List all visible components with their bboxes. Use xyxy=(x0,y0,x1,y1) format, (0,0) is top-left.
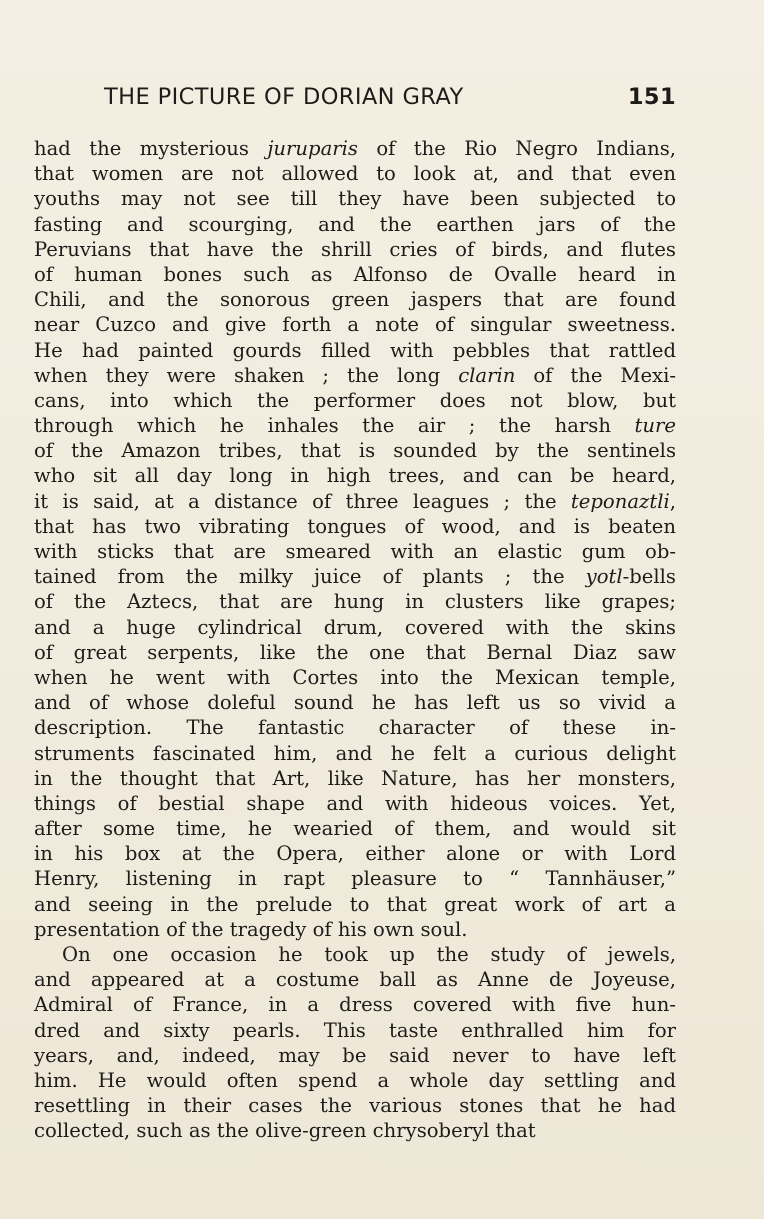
text-line xyxy=(34,312,676,337)
text-line xyxy=(34,1043,676,1068)
text-line xyxy=(34,841,676,866)
text-run: -bells xyxy=(622,565,676,589)
text-run: cans, into which the performer does not blow, but xyxy=(34,388,676,412)
text-line xyxy=(34,363,676,388)
text-line xyxy=(34,212,676,237)
text-run: Admiral of France, in a dress covered with five hun- xyxy=(34,993,676,1017)
text-line xyxy=(34,892,676,917)
text-line xyxy=(34,438,676,463)
text-run: of the Rio Negro Indians, xyxy=(357,137,676,160)
text-run: that women are not allowed to look at, and that even xyxy=(34,162,676,186)
text-run: On one occasion he took up the study of jewels, xyxy=(62,943,676,966)
text-line xyxy=(34,992,676,1017)
text-line xyxy=(34,791,676,816)
text-run: Peruvians that have the shrill cries of birds, and flutes xyxy=(34,237,676,261)
text-run: when they were shaken ; the long xyxy=(34,363,459,387)
text-run: of the Amazon tribes, that is sounded by the sentinels xyxy=(34,439,676,463)
text-run: resettling in their cases the various stones that he had xyxy=(34,1094,676,1118)
text-line xyxy=(34,741,676,766)
text-line xyxy=(34,816,676,841)
text-run: of human bones such as Alfonso de Ovalle heard in xyxy=(34,262,676,286)
text-run: , xyxy=(669,489,676,513)
italic-term: yotl xyxy=(585,565,623,589)
text-run: who sit all day long in high trees, and can be heard, xyxy=(34,464,676,488)
text-run: tained from the milky juice of plants ; the xyxy=(34,565,586,589)
text-line xyxy=(34,388,676,413)
text-run: when he went with Cortes into the Mexican temple, xyxy=(34,665,676,689)
text-run: him. He would often spend a whole day settling and xyxy=(34,1068,676,1092)
text-line xyxy=(34,463,676,488)
text-line xyxy=(34,136,676,161)
text-line xyxy=(34,161,676,186)
text-run: and appeared at a costume ball as Anne de Joyeuse, xyxy=(34,968,676,992)
text-line xyxy=(34,338,676,363)
text-run: and seeing in the prelude to that great work of art a xyxy=(34,892,676,916)
text-run: had the mysterious xyxy=(34,137,268,160)
italic-term: ture xyxy=(634,414,676,438)
italic-term: teponaztli xyxy=(570,489,670,513)
text-line xyxy=(34,1093,676,1118)
text-run: He had painted gourds filled with pebbles that rattled xyxy=(34,338,676,362)
text-line xyxy=(34,866,676,891)
italic-term: clarin xyxy=(458,363,516,387)
body-text xyxy=(34,136,676,1144)
text-run: things of bestial shape and with hideous voices. Yet, xyxy=(34,791,676,815)
italic-term: juruparis xyxy=(267,137,358,160)
running-head xyxy=(104,82,676,112)
text-line xyxy=(34,413,676,438)
text-run: fasting and scourging, and the earthen jars of the xyxy=(34,212,676,236)
text-run: that has two vibrating tongues of wood, and is beaten xyxy=(34,514,676,538)
text-line xyxy=(34,589,676,614)
text-line xyxy=(34,1118,676,1143)
text-run: of great serpents, like the one that Bernal Diaz saw xyxy=(34,640,676,664)
text-line xyxy=(34,690,676,715)
text-run: of the Aztecs, that are hung in clusters like grapes; xyxy=(34,590,676,614)
text-run: and of whose doleful sound he has left us so vivid a xyxy=(34,691,676,715)
text-line xyxy=(34,766,676,791)
text-line xyxy=(34,665,676,690)
text-run: dred and sixty pearls. This taste enthralled him for xyxy=(34,1018,676,1042)
text-run: Henry, listening in rapt pleasure to “ Tannhäuser,” xyxy=(34,867,676,891)
page-number: 151 xyxy=(627,84,676,110)
text-line xyxy=(34,615,676,640)
text-line xyxy=(34,640,676,665)
text-line xyxy=(34,1068,676,1093)
text-line xyxy=(34,1018,676,1043)
text-run: years, and, indeed, may be said never to have left xyxy=(34,1043,676,1067)
text-run: collected, such as the olive-green chrysoberyl that xyxy=(34,1119,536,1143)
text-line xyxy=(34,262,676,287)
text-line xyxy=(34,715,676,740)
text-run: with sticks that are smeared with an elastic gum ob- xyxy=(34,540,676,563)
text-line xyxy=(34,942,676,967)
text-run: and a huge cylindrical drum, covered with the skins xyxy=(34,615,676,639)
text-run: it is said, at a distance of three leagues ; the xyxy=(34,489,571,513)
text-run: through which he inhales the air ; the harsh xyxy=(34,414,635,438)
text-line xyxy=(34,489,676,514)
text-line xyxy=(34,539,676,564)
text-line xyxy=(34,967,676,992)
text-run: after some time, he wearied of them, and would sit xyxy=(34,817,676,841)
text-line xyxy=(34,237,676,262)
running-title: THE PICTURE OF DORIAN GRAY xyxy=(104,84,464,110)
text-run: struments fascinated him, and he felt a curious delight xyxy=(34,741,676,765)
text-line xyxy=(34,564,676,589)
text-run: in his box at the Opera, either alone or with Lord xyxy=(34,842,676,866)
text-run: in the thought that Art, like Nature, has her monsters, xyxy=(34,766,676,790)
text-run: of the Mexi- xyxy=(515,363,676,387)
text-line xyxy=(34,514,676,539)
text-run: youths may not see till they have been subjected to xyxy=(34,187,676,211)
text-line xyxy=(34,186,676,211)
text-line xyxy=(34,287,676,312)
text-run: Chili, and the sonorous green jaspers that are found xyxy=(34,288,676,312)
text-line xyxy=(34,917,676,942)
text-run: description. The fantastic character of these in- xyxy=(34,716,676,740)
text-run: near Cuzco and give forth a note of singular sweetness. xyxy=(34,313,676,337)
text-run: presentation of the tragedy of his own soul. xyxy=(34,917,468,941)
